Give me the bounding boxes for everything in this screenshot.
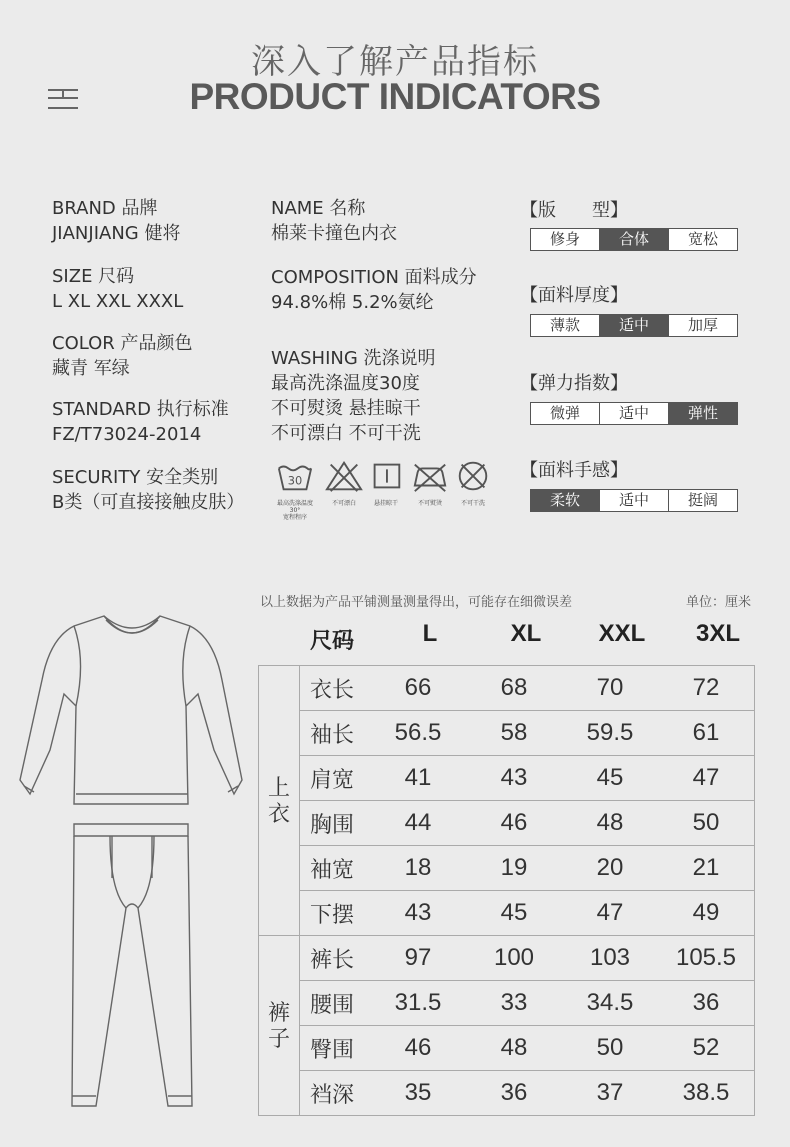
color-label: COLOR 产品颜色: [52, 333, 193, 354]
option-medium[interactable]: 适中: [599, 315, 668, 336]
top-shirt-drawing: [20, 616, 242, 804]
table-cell: 43: [466, 756, 562, 801]
hang-dry-icon: [367, 458, 405, 494]
table-row: [259, 1026, 755, 1071]
option-crisp[interactable]: 挺阔: [668, 490, 737, 511]
indicator-options: [530, 314, 738, 337]
size-table: [258, 665, 755, 1116]
brand-label: BRAND 品牌: [52, 198, 158, 219]
table-cell: 36: [658, 981, 755, 1026]
washing-line: 不可漂白 不可干洗: [271, 423, 421, 444]
option-slim[interactable]: 修身: [549, 230, 580, 248]
table-cell: 105.5: [658, 936, 755, 981]
brand-spec: [52, 196, 180, 246]
table-cell: 19: [466, 846, 562, 891]
table-cell: 44: [370, 801, 466, 846]
table-cell: 59.5: [562, 711, 658, 756]
indicator-title: 【版 型】: [520, 200, 628, 221]
indicator-options: [530, 402, 738, 425]
no-bleach-icon: [325, 458, 363, 494]
table-cell: 56.5: [370, 711, 466, 756]
security-spec: [52, 465, 244, 515]
composition-label: COMPOSITION 面料成分: [271, 267, 477, 288]
table-cell: 48: [562, 801, 658, 846]
table-cell: 52: [658, 1026, 755, 1071]
row-label: 袖宽: [300, 846, 371, 891]
table-cell: 46: [370, 1026, 466, 1071]
indicator-options: [530, 489, 738, 512]
care-label: 不可漂白: [331, 500, 356, 507]
color-value: 藏青 军绿: [52, 358, 130, 379]
size-col-header: XL: [510, 620, 542, 647]
table-cell: 70: [562, 666, 658, 711]
table-row: [259, 801, 755, 846]
option-loose[interactable]: 宽松: [668, 229, 737, 250]
care-item: [451, 458, 495, 507]
name-spec: [271, 196, 397, 246]
option-slight-stretch[interactable]: 微弹: [549, 404, 580, 422]
pants-drawing: [72, 824, 192, 1106]
indicator-elasticity: [520, 369, 738, 425]
color-spec: [52, 331, 193, 381]
washing-line: 不可熨烫 悬挂晾干: [271, 398, 421, 419]
size-spec: [52, 264, 183, 314]
size-col-header: L: [422, 620, 438, 647]
washing-line: 最高洗涤温度30度: [271, 373, 420, 394]
security-label: SECURITY 安全类别: [52, 467, 219, 488]
row-label: 下摆: [300, 891, 371, 936]
table-cell: 97: [370, 936, 466, 981]
row-label: 裤长: [300, 936, 371, 981]
care-item: [408, 458, 452, 507]
care-label: 最高洗涤温度30° 宽程程序: [276, 500, 313, 521]
table-cell: 46: [466, 801, 562, 846]
row-label: 衣长: [300, 666, 371, 711]
care-item: [364, 458, 408, 507]
table-row: [259, 936, 755, 981]
option-stretchy[interactable]: 弹性: [668, 403, 737, 424]
care-label: 不可干洗: [460, 500, 485, 507]
indicator-options: [530, 228, 738, 251]
indicator-title: 【面料手感】: [520, 460, 628, 481]
table-cell: 58: [466, 711, 562, 756]
standard-label: STANDARD 执行标准: [52, 399, 229, 420]
unit-label: 单位：厘米: [686, 595, 752, 610]
composition-spec: [271, 265, 477, 315]
group-label-top: 上衣: [259, 666, 300, 936]
indicator-fit: [520, 196, 738, 251]
table-cell: 47: [658, 756, 755, 801]
option-medium[interactable]: 适中: [599, 490, 668, 511]
standard-value: FZ/T73024-2014: [52, 424, 202, 445]
table-cell: 37: [562, 1071, 658, 1116]
name-value: 棉莱卡撞色内衣: [271, 223, 397, 244]
table-row: [259, 666, 755, 711]
standard-spec: [52, 397, 229, 447]
care-label: 不可熨烫: [417, 500, 442, 507]
wash-temp: 30: [287, 473, 303, 488]
option-regular[interactable]: 合体: [599, 229, 668, 250]
wash-30-icon: [276, 458, 314, 494]
measurement-note: 以上数据为产品平铺测量测量得出，可能存在细微误差: [260, 595, 573, 610]
table-cell: 35: [370, 1071, 466, 1116]
row-label: 腰围: [300, 981, 371, 1026]
table-cell: 18: [370, 846, 466, 891]
table-cell: 50: [658, 801, 755, 846]
table-cell: 48: [466, 1026, 562, 1071]
no-dry-clean-icon: [454, 458, 492, 494]
washing-spec: [271, 346, 436, 446]
size-value: L XL XXL XXXL: [52, 291, 184, 312]
table-row: [259, 891, 755, 936]
table-row: [259, 756, 755, 801]
group-label-pants: 裤子: [259, 936, 300, 1116]
row-label: 胸围: [300, 801, 371, 846]
size-header: 尺码: [309, 629, 354, 654]
row-label: 裆深: [300, 1071, 371, 1116]
row-label: 臀围: [300, 1026, 371, 1071]
table-cell: 33: [466, 981, 562, 1026]
table-cell: 36: [466, 1071, 562, 1116]
table-cell: 45: [562, 756, 658, 801]
page-title-en: PRODUCT INDICATORS: [189, 76, 601, 117]
table-row: [259, 711, 755, 756]
composition-value: 94.8%棉 5.2%氨纶: [271, 292, 434, 313]
indicator-thickness: [520, 281, 738, 337]
table-row: [259, 1071, 755, 1116]
garment-illustration: [14, 610, 250, 1122]
table-cell: 43: [370, 891, 466, 936]
table-row: [259, 981, 755, 1026]
table-cell: 61: [658, 711, 755, 756]
table-cell: 21: [658, 846, 755, 891]
row-label: 袖长: [300, 711, 371, 756]
table-cell: 68: [466, 666, 562, 711]
table-cell: 31.5: [370, 981, 466, 1026]
table-cell: 38.5: [658, 1071, 755, 1116]
brand-value: JIANJIANG 健将: [52, 223, 181, 244]
table-cell: 100: [466, 936, 562, 981]
option-soft[interactable]: 柔软: [531, 490, 599, 511]
table-cell: 20: [562, 846, 658, 891]
table-cell: 41: [370, 756, 466, 801]
option-medium[interactable]: 适中: [599, 403, 668, 424]
table-cell: 72: [658, 666, 755, 711]
row-label: 肩宽: [300, 756, 371, 801]
no-iron-icon: [411, 458, 449, 494]
size-label: SIZE 尺码: [52, 266, 135, 287]
table-cell: 49: [658, 891, 755, 936]
page-title-cn: 深入了解产品指标: [251, 42, 539, 82]
option-thin[interactable]: 薄款: [549, 316, 580, 334]
washing-label: WASHING 洗涤说明: [271, 348, 436, 369]
table-cell: 66: [370, 666, 466, 711]
option-thick[interactable]: 加厚: [668, 315, 737, 336]
care-item: [322, 458, 366, 507]
size-col-header: 3XL: [695, 620, 740, 647]
indicator-title: 【面料厚度】: [520, 285, 628, 306]
name-label: NAME 名称: [271, 198, 366, 219]
table-row: [259, 846, 755, 891]
size-col-header: XXL: [598, 620, 646, 647]
table-cell: 45: [466, 891, 562, 936]
table-cell: 50: [562, 1026, 658, 1071]
security-value: B类（可直接接触皮肤）: [52, 492, 245, 513]
indicator-hand-feel: [520, 456, 738, 512]
care-item: [273, 458, 317, 521]
table-cell: 34.5: [562, 981, 658, 1026]
care-label: 悬挂晾干: [373, 500, 398, 507]
indicator-title: 【弹力指数】: [520, 373, 628, 394]
table-cell: 47: [562, 891, 658, 936]
table-cell: 103: [562, 936, 658, 981]
